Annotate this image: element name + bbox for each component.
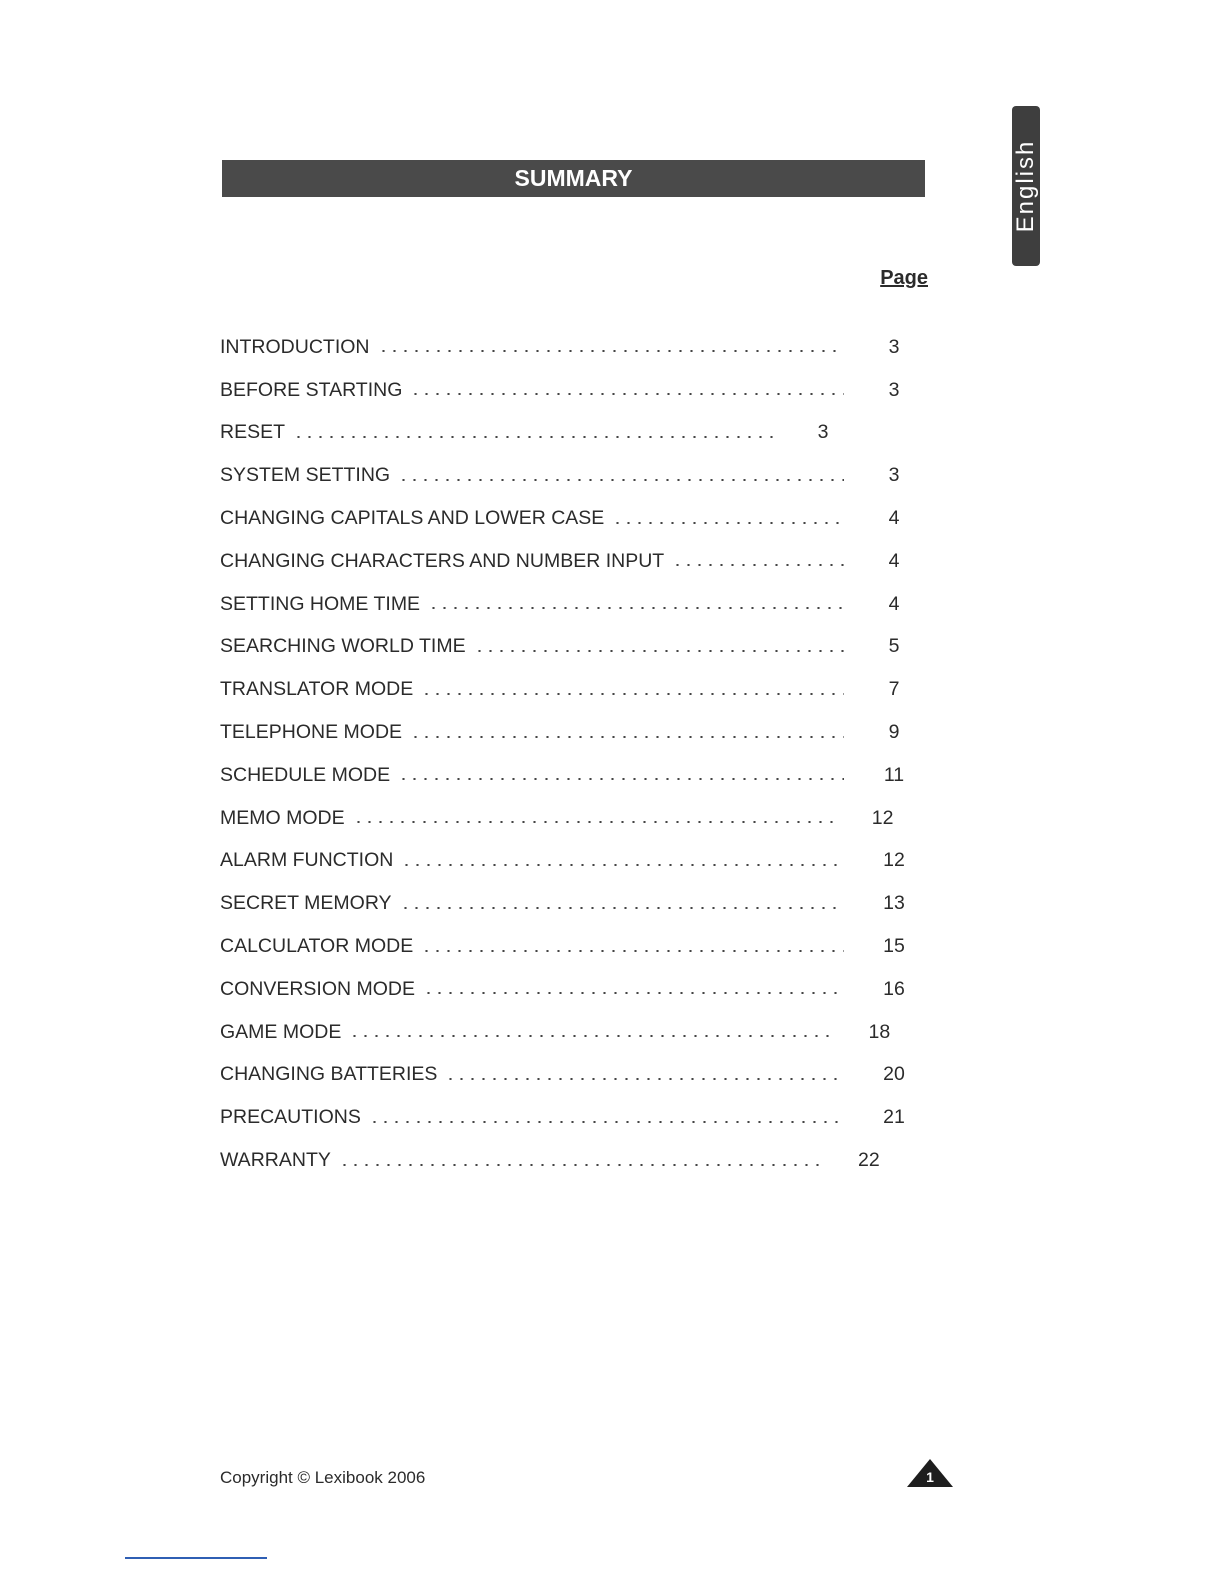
toc-entry (220, 626, 920, 669)
toc-entry-label: SCHEDULE MODE (220, 763, 391, 786)
toc-entry (220, 583, 920, 626)
toc-entry-page: 5 (888, 635, 900, 658)
toc-entry (220, 1011, 920, 1054)
toc-entry (220, 1096, 920, 1139)
toc-entry-page: 7 (888, 678, 900, 701)
toc-entry-label: CHANGING BATTERIES (220, 1063, 438, 1086)
toc-entry-label: WARRANTY (220, 1149, 331, 1172)
toc-entry (220, 540, 920, 583)
toc-entry-page: 12 (883, 849, 905, 872)
page-column-header: Page (880, 267, 928, 289)
dot-leader (421, 950, 844, 952)
toc-entry (220, 326, 920, 369)
toc-entry-page: 3 (888, 464, 900, 487)
toc-entry-page: 18 (868, 1020, 891, 1043)
dot-leader (612, 522, 844, 524)
language-tab-label: English (1012, 139, 1039, 233)
toc-entry (220, 925, 920, 968)
toc-entry-label: TELEPHONE MODE (220, 721, 403, 744)
page-number-badge (906, 1458, 954, 1488)
toc-entry-page: 4 (888, 549, 900, 572)
dot-leader (339, 1164, 819, 1166)
toc-entry-page: 9 (888, 721, 900, 744)
toc-entry-label: GAME MODE (220, 1020, 342, 1043)
toc-entry-page: 20 (883, 1063, 905, 1086)
toc-entry-label: MEMO MODE (220, 806, 345, 829)
toc-entry-label: RESET (220, 421, 286, 444)
toc-entry (220, 454, 920, 497)
dot-leader (398, 479, 844, 481)
toc-entry (220, 754, 920, 797)
table-of-contents (220, 326, 920, 1182)
toc-entry-page: 11 (883, 763, 905, 786)
toc-entry-label: CALCULATOR MODE (220, 935, 414, 958)
toc-entry-page: 13 (883, 892, 905, 915)
dot-leader (672, 564, 844, 566)
dot-leader (353, 821, 833, 823)
toc-entry (220, 1139, 920, 1182)
toc-entry-page: 3 (888, 335, 900, 358)
divider (125, 1557, 267, 1559)
dot-leader (410, 393, 844, 395)
toc-entry-page: 16 (883, 977, 905, 1000)
toc-entry (220, 497, 920, 540)
toc-entry-label: SYSTEM SETTING (220, 464, 391, 487)
dot-leader (369, 1121, 844, 1123)
toc-entry (220, 882, 920, 925)
toc-entry-label: ALARM FUNCTION (220, 849, 394, 872)
toc-entry (220, 1054, 920, 1097)
copyright-notice: Copyright © Lexibook 2006 (220, 1468, 426, 1487)
dot-leader (445, 1078, 844, 1080)
toc-entry-page: 12 (871, 806, 894, 829)
toc-entry-page: 4 (888, 592, 900, 615)
dot-leader (401, 864, 844, 866)
language-tab (1012, 106, 1040, 266)
toc-entry (220, 711, 920, 754)
toc-entry (220, 412, 920, 455)
dot-leader (474, 650, 844, 652)
dot-leader (428, 607, 844, 609)
toc-entry-label: INTRODUCTION (220, 335, 370, 358)
toc-entry-page: 3 (888, 378, 900, 401)
dot-leader (400, 907, 844, 909)
page-title: SUMMARY (514, 165, 633, 191)
toc-entry-page: 15 (883, 935, 905, 958)
toc-entry-page: 21 (883, 1106, 905, 1129)
toc-entry-label: SECRET MEMORY (220, 892, 392, 915)
toc-entry-label: CONVERSION MODE (220, 977, 416, 1000)
dot-leader (378, 350, 845, 352)
toc-entry-label: TRANSLATOR MODE (220, 678, 414, 701)
toc-entry-page: 4 (888, 507, 900, 530)
toc-entry-label: SETTING HOME TIME (220, 592, 421, 615)
toc-entry-label: CHANGING CAPITALS AND LOWER CASE (220, 507, 605, 530)
toc-entry (220, 668, 920, 711)
dot-leader (421, 693, 844, 695)
toc-entry-page: 22 (858, 1149, 880, 1172)
toc-entry (220, 369, 920, 412)
toc-entry (220, 797, 920, 840)
page-number: 1 (926, 1469, 934, 1485)
summary-title-bar (222, 160, 925, 197)
dot-leader (423, 992, 844, 994)
toc-entry-label: BEFORE STARTING (220, 378, 403, 401)
dot-leader (293, 436, 773, 438)
toc-entry (220, 840, 920, 883)
toc-entry-label: SEARCHING WORLD TIME (220, 635, 466, 658)
toc-entry (220, 968, 920, 1011)
toc-entry-label: CHANGING CHARACTERS AND NUMBER INPUT (220, 549, 665, 572)
dot-leader (398, 778, 844, 780)
toc-entry-label: PRECAUTIONS (220, 1106, 361, 1129)
dot-leader (410, 736, 844, 738)
dot-leader (349, 1035, 829, 1037)
toc-entry-page: 3 (817, 421, 829, 444)
